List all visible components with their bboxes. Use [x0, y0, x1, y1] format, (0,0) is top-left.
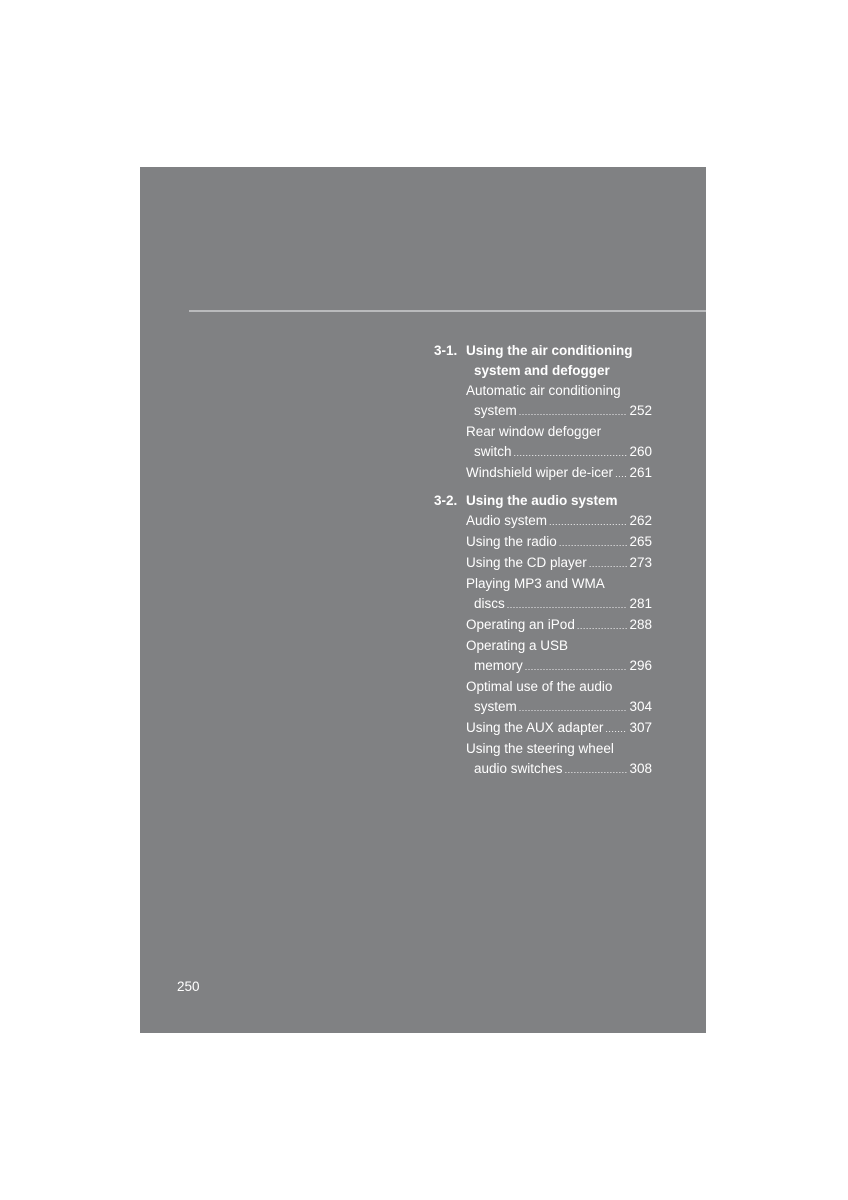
- entry-page-number: 288: [629, 617, 652, 632]
- entry-title: Windshield wiper de-icer: [466, 465, 614, 480]
- entry-page-number: 304: [629, 699, 652, 714]
- dot-leader: [519, 402, 628, 422]
- toc-section: [434, 491, 652, 780]
- toc-entry[interactable]: [466, 422, 652, 463]
- toc-entry[interactable]: [466, 553, 652, 574]
- entry-page-number: 260: [629, 444, 652, 459]
- entry-title: switch: [474, 444, 512, 459]
- section-title: system and defogger: [474, 363, 610, 378]
- entry-page-number: 307: [629, 720, 652, 735]
- entry-page-number: 308: [629, 761, 652, 776]
- entry-page-number: 252: [629, 403, 652, 418]
- dot-leader: [577, 616, 628, 636]
- section-title: Using the air conditioning: [466, 343, 633, 358]
- dot-leader: [519, 698, 628, 718]
- entry-page-number: 273: [629, 555, 652, 570]
- entry-title: system: [474, 699, 517, 714]
- dot-leader: [549, 512, 627, 532]
- toc-entry[interactable]: [466, 574, 652, 615]
- toc-entry[interactable]: [466, 677, 652, 718]
- entry-title: Audio system: [466, 513, 548, 528]
- section-heading: [434, 491, 652, 511]
- toc-section: [434, 341, 652, 484]
- toc-entry[interactable]: [466, 381, 652, 422]
- dot-leader: [525, 657, 628, 677]
- toc-entry[interactable]: [466, 463, 652, 484]
- entry-title: Optimal use of the audio: [466, 679, 613, 694]
- entry-title: Automatic air conditioning: [466, 383, 621, 398]
- page-number: 250: [177, 979, 200, 994]
- table-of-contents: [434, 341, 652, 787]
- toc-entry[interactable]: [466, 511, 652, 532]
- entry-title: Playing MP3 and WMA: [466, 576, 605, 591]
- toc-entry[interactable]: [466, 615, 652, 636]
- toc-entry[interactable]: [466, 636, 652, 677]
- section-number: 3-1.: [434, 343, 458, 358]
- toc-entry[interactable]: [466, 532, 652, 553]
- entry-title: Using the steering wheel: [466, 741, 614, 756]
- toc-entry[interactable]: [466, 718, 652, 739]
- dot-leader: [589, 554, 628, 574]
- section-number: 3-2.: [434, 493, 458, 508]
- entry-title: Operating an iPod: [466, 617, 575, 632]
- entry-title: Rear window defogger: [466, 424, 602, 439]
- section-title: Using the audio system: [466, 493, 618, 508]
- entry-title: discs: [474, 596, 505, 611]
- dot-leader: [559, 533, 628, 553]
- entry-page-number: 281: [629, 596, 652, 611]
- entry-page-number: 265: [629, 534, 652, 549]
- dot-leader: [565, 760, 628, 780]
- entry-title: Using the CD player: [466, 555, 587, 570]
- entry-page-number: 296: [629, 658, 652, 673]
- section-heading: [434, 341, 652, 381]
- entry-title: system: [474, 403, 517, 418]
- divider-line: [189, 310, 706, 312]
- entry-title: Operating a USB: [466, 638, 569, 653]
- entry-title: audio switches: [474, 761, 563, 776]
- entry-page-number: 261: [629, 465, 652, 480]
- entry-page-number: 262: [629, 513, 652, 528]
- dot-leader: [514, 443, 628, 463]
- entry-title: Using the radio: [466, 534, 557, 549]
- entry-title: Using the AUX adapter: [466, 720, 604, 735]
- dot-leader: [507, 595, 628, 615]
- chapter-contents-panel: [140, 167, 706, 1033]
- dot-leader: [605, 719, 627, 739]
- entry-title: memory: [474, 658, 523, 673]
- dot-leader: [615, 464, 627, 484]
- toc-entry[interactable]: [466, 739, 652, 780]
